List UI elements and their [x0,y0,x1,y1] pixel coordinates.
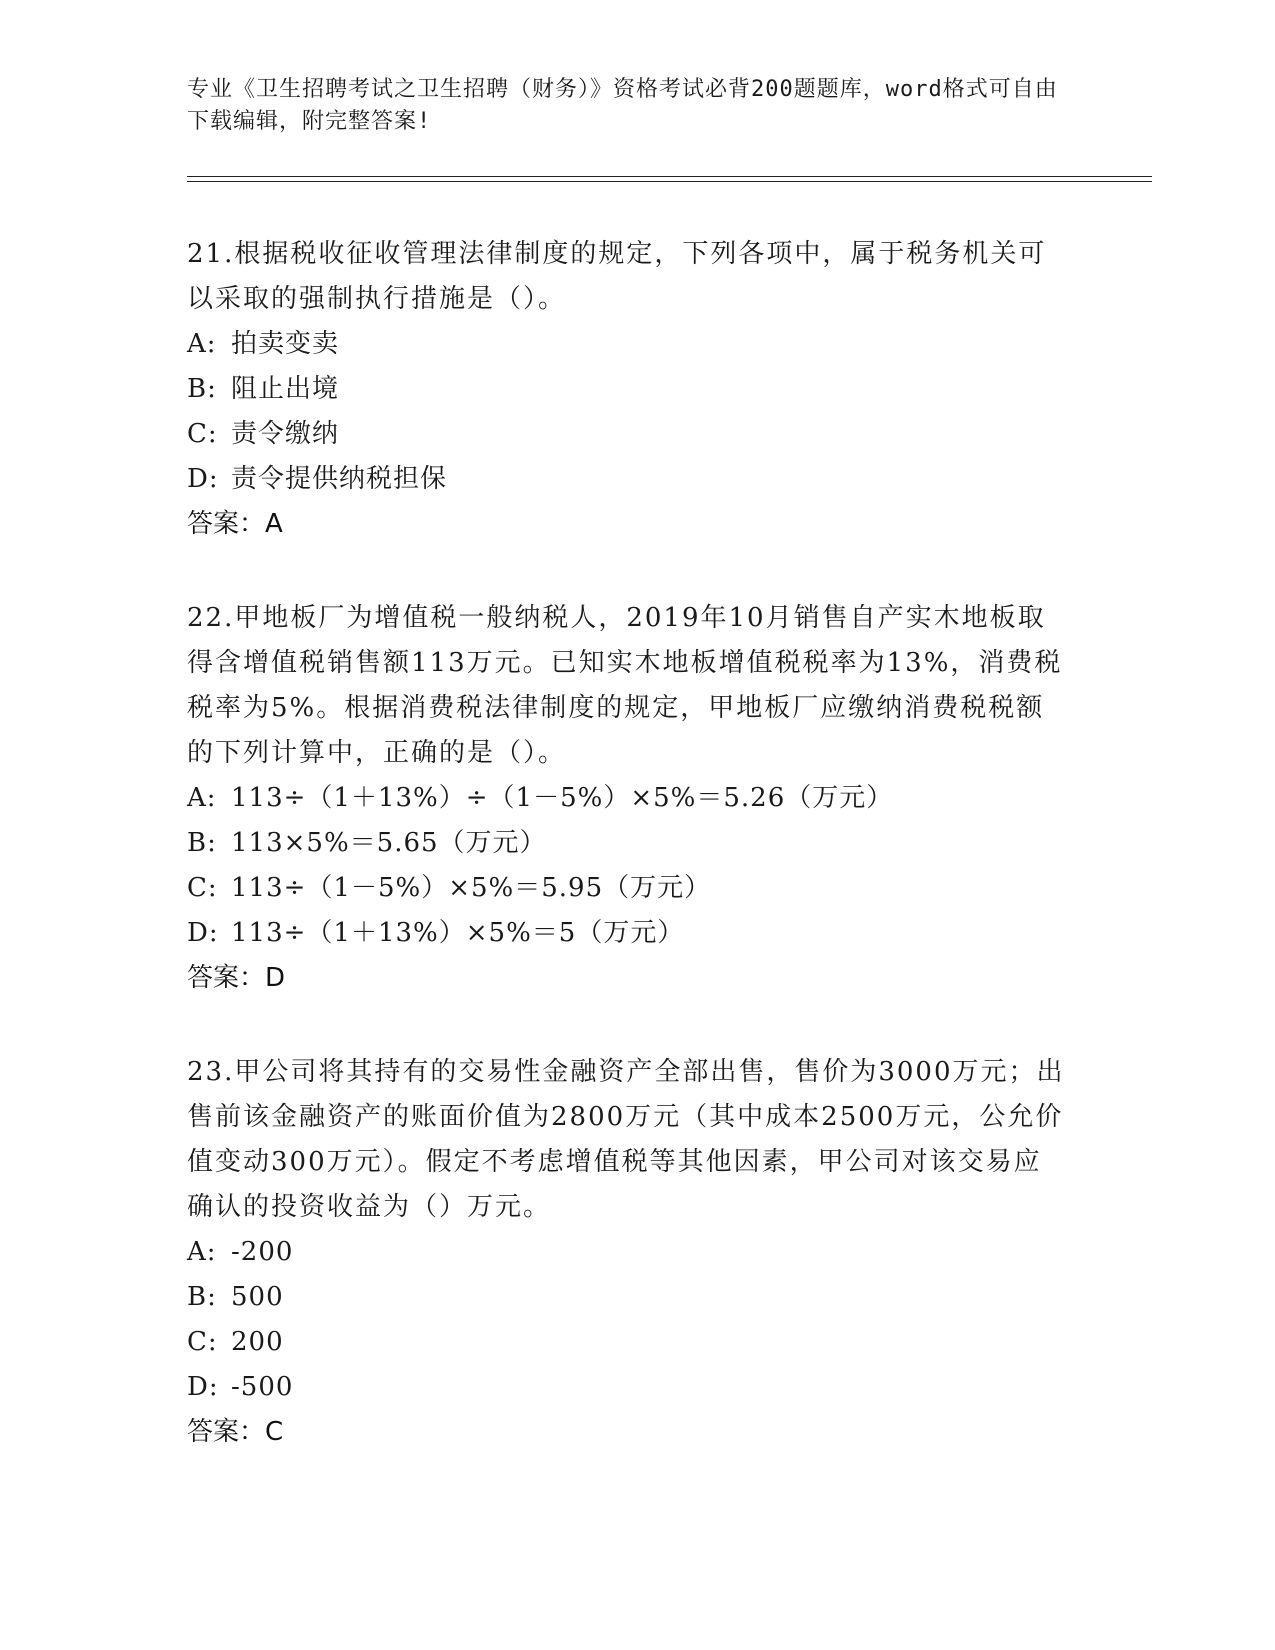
question-stem: 22.甲地板厂为增值税一般纳税人，2019年10月销售自产实木地板取得含增值税销售额113万元。已知实木地板增值税税率为13%，消费税税率为5%。根据消费税法律制度的规定，甲地板厂应缴纳消费税税额的下列计算中，正确的是（）。 [187,603,1063,768]
option-c [187,866,1067,911]
option-text: 责令提供纳税担保 [231,464,448,494]
option-c [187,1320,1067,1365]
option-d [187,457,1067,502]
option-text: -500 [231,1372,294,1402]
option-key: B: [187,828,217,858]
option-text: 拍卖变卖 [231,329,340,359]
answer: 答案：A [187,509,283,539]
option-key: B: [187,1282,217,1312]
option-text: 责令缴纳 [231,419,340,449]
option-text: 113÷（1＋13%）÷（1－5%）×5%＝5.26（万元） [231,783,894,813]
option-key: D: [187,464,219,494]
question-22 [187,596,1067,1001]
document-header: 专业《卫生招聘考试之卫生招聘（财务）》资格考试必背200题题库，word格式可自由下载编辑，附完整答案! [187,77,1058,134]
option-text: 500 [231,1282,284,1312]
option-key: C: [187,1327,218,1357]
option-c [187,412,1067,457]
option-b [187,367,1067,412]
question-stem: 21.根据税收征收管理法律制度的规定，下列各项中，属于税务机关可以采取的强制执行措施是（）。 [187,239,1047,314]
option-key: B: [187,374,217,404]
option-d [187,911,1067,956]
answer: 答案：D [187,963,286,993]
option-b [187,821,1067,866]
option-key: C: [187,419,218,449]
option-b [187,1275,1067,1320]
question-stem: 23.甲公司将其持有的交易性金融资产全部出售，售价为3000万元；出售前该金融资产的账面价值为2800万元（其中成本2500万元，公允价值变动300万元）。假定不考虑增值税等其他因素，甲公司对该交易应确认的投资收益为（）万元。 [187,1057,1065,1222]
option-text: 113÷（1－5%）×5%＝5.95（万元） [231,873,712,903]
header-divider-bottom [187,181,1152,182]
option-key: D: [187,918,219,948]
option-a [187,776,1067,821]
option-text: -200 [231,1237,294,1267]
option-d [187,1365,1067,1410]
option-key: A: [187,329,217,359]
option-a [187,322,1067,367]
answer: 答案：C [187,1417,284,1447]
option-text: 113÷（1＋13%）×5%＝5（万元） [231,918,685,948]
option-key: A: [187,1237,217,1267]
option-key: A: [187,783,217,813]
option-key: C: [187,873,218,903]
question-21 [187,232,1067,547]
option-text: 200 [231,1327,284,1357]
option-text: 113×5%＝5.65（万元） [231,828,547,858]
option-a [187,1230,1067,1275]
option-key: D: [187,1372,219,1402]
question-23 [187,1050,1067,1455]
option-text: 阻止出境 [231,374,340,404]
header-divider-top [187,176,1152,177]
